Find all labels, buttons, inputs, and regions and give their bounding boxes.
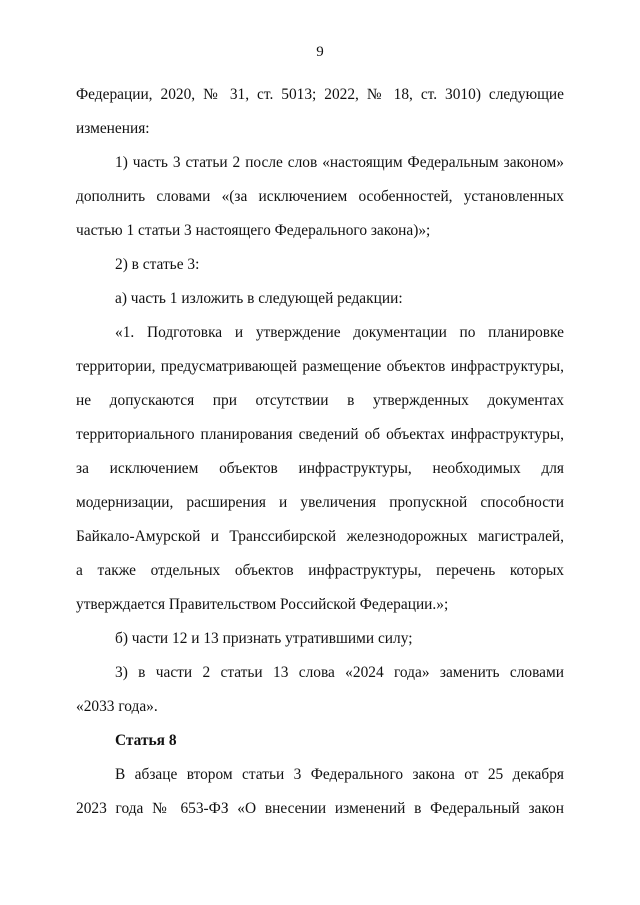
text-line: за исключением объектов инфраструктуры, необходимых для [76, 460, 564, 477]
paragraph-quoted-text [76, 316, 564, 622]
paragraph-continuation [76, 78, 564, 146]
paragraph-subitem-b [76, 622, 564, 656]
paragraph-subitem-a [76, 282, 564, 316]
text-line: «2033 года». [76, 698, 158, 715]
article-title: Статья 8 [115, 732, 177, 749]
text-line: территориального планирования сведений об объектах инфраструктуры, [76, 426, 564, 443]
text-line: частью 1 статьи 3 настоящего Федерального закона)»; [76, 222, 431, 239]
text-line: Байкало-Амурской и Транссибирской железнодорожных магистралей, [76, 528, 564, 545]
text-line: 3) в части 2 статьи 13 слова «2024 года» заменить словами [115, 664, 564, 681]
text-line: территории, предусматривающей размещение объектов инфраструктуры, [76, 358, 564, 375]
paragraph-item-1 [76, 146, 564, 248]
text-line: утверждается Правительством Российской Федерации.»; [76, 596, 449, 613]
text-line: В абзаце втором статьи 3 Федерального закона от 25 декабря [115, 766, 564, 783]
text-line: изменения: [76, 120, 150, 137]
document-body [76, 78, 564, 826]
text-line: 2023 года № 653-ФЗ «О внесении изменений в Федеральный закон [76, 800, 564, 817]
text-line: 1) часть 3 статьи 2 после слов «настоящим Федеральным законом» [115, 154, 564, 171]
text-line: модернизации, расширения и увеличения пропускной способности [76, 494, 564, 511]
text-line: дополнить словами «(за исключением особенностей, установленных [76, 188, 564, 205]
text-line: не допускаются при отсутствии в утвержденных документах [76, 392, 564, 409]
page-number: 9 [316, 44, 324, 60]
text-line: а) часть 1 изложить в следующей редакции: [115, 290, 403, 307]
text-line: б) части 12 и 13 признать утратившими силу; [115, 630, 413, 647]
paragraph-item-3 [76, 656, 564, 724]
text-line: 2) в статье 3: [115, 256, 200, 273]
article-heading [76, 724, 564, 758]
paragraph-article-8 [76, 758, 564, 826]
paragraph-item-2 [76, 248, 564, 282]
text-line: а также отдельных объектов инфраструктуры, перечень которых [76, 562, 564, 579]
text-line: «1. Подготовка и утверждение документации по планировке [115, 324, 564, 341]
text-line: Федерации, 2020, № 31, ст. 5013; 2022, № 18, ст. 3010) следующие [76, 86, 564, 103]
